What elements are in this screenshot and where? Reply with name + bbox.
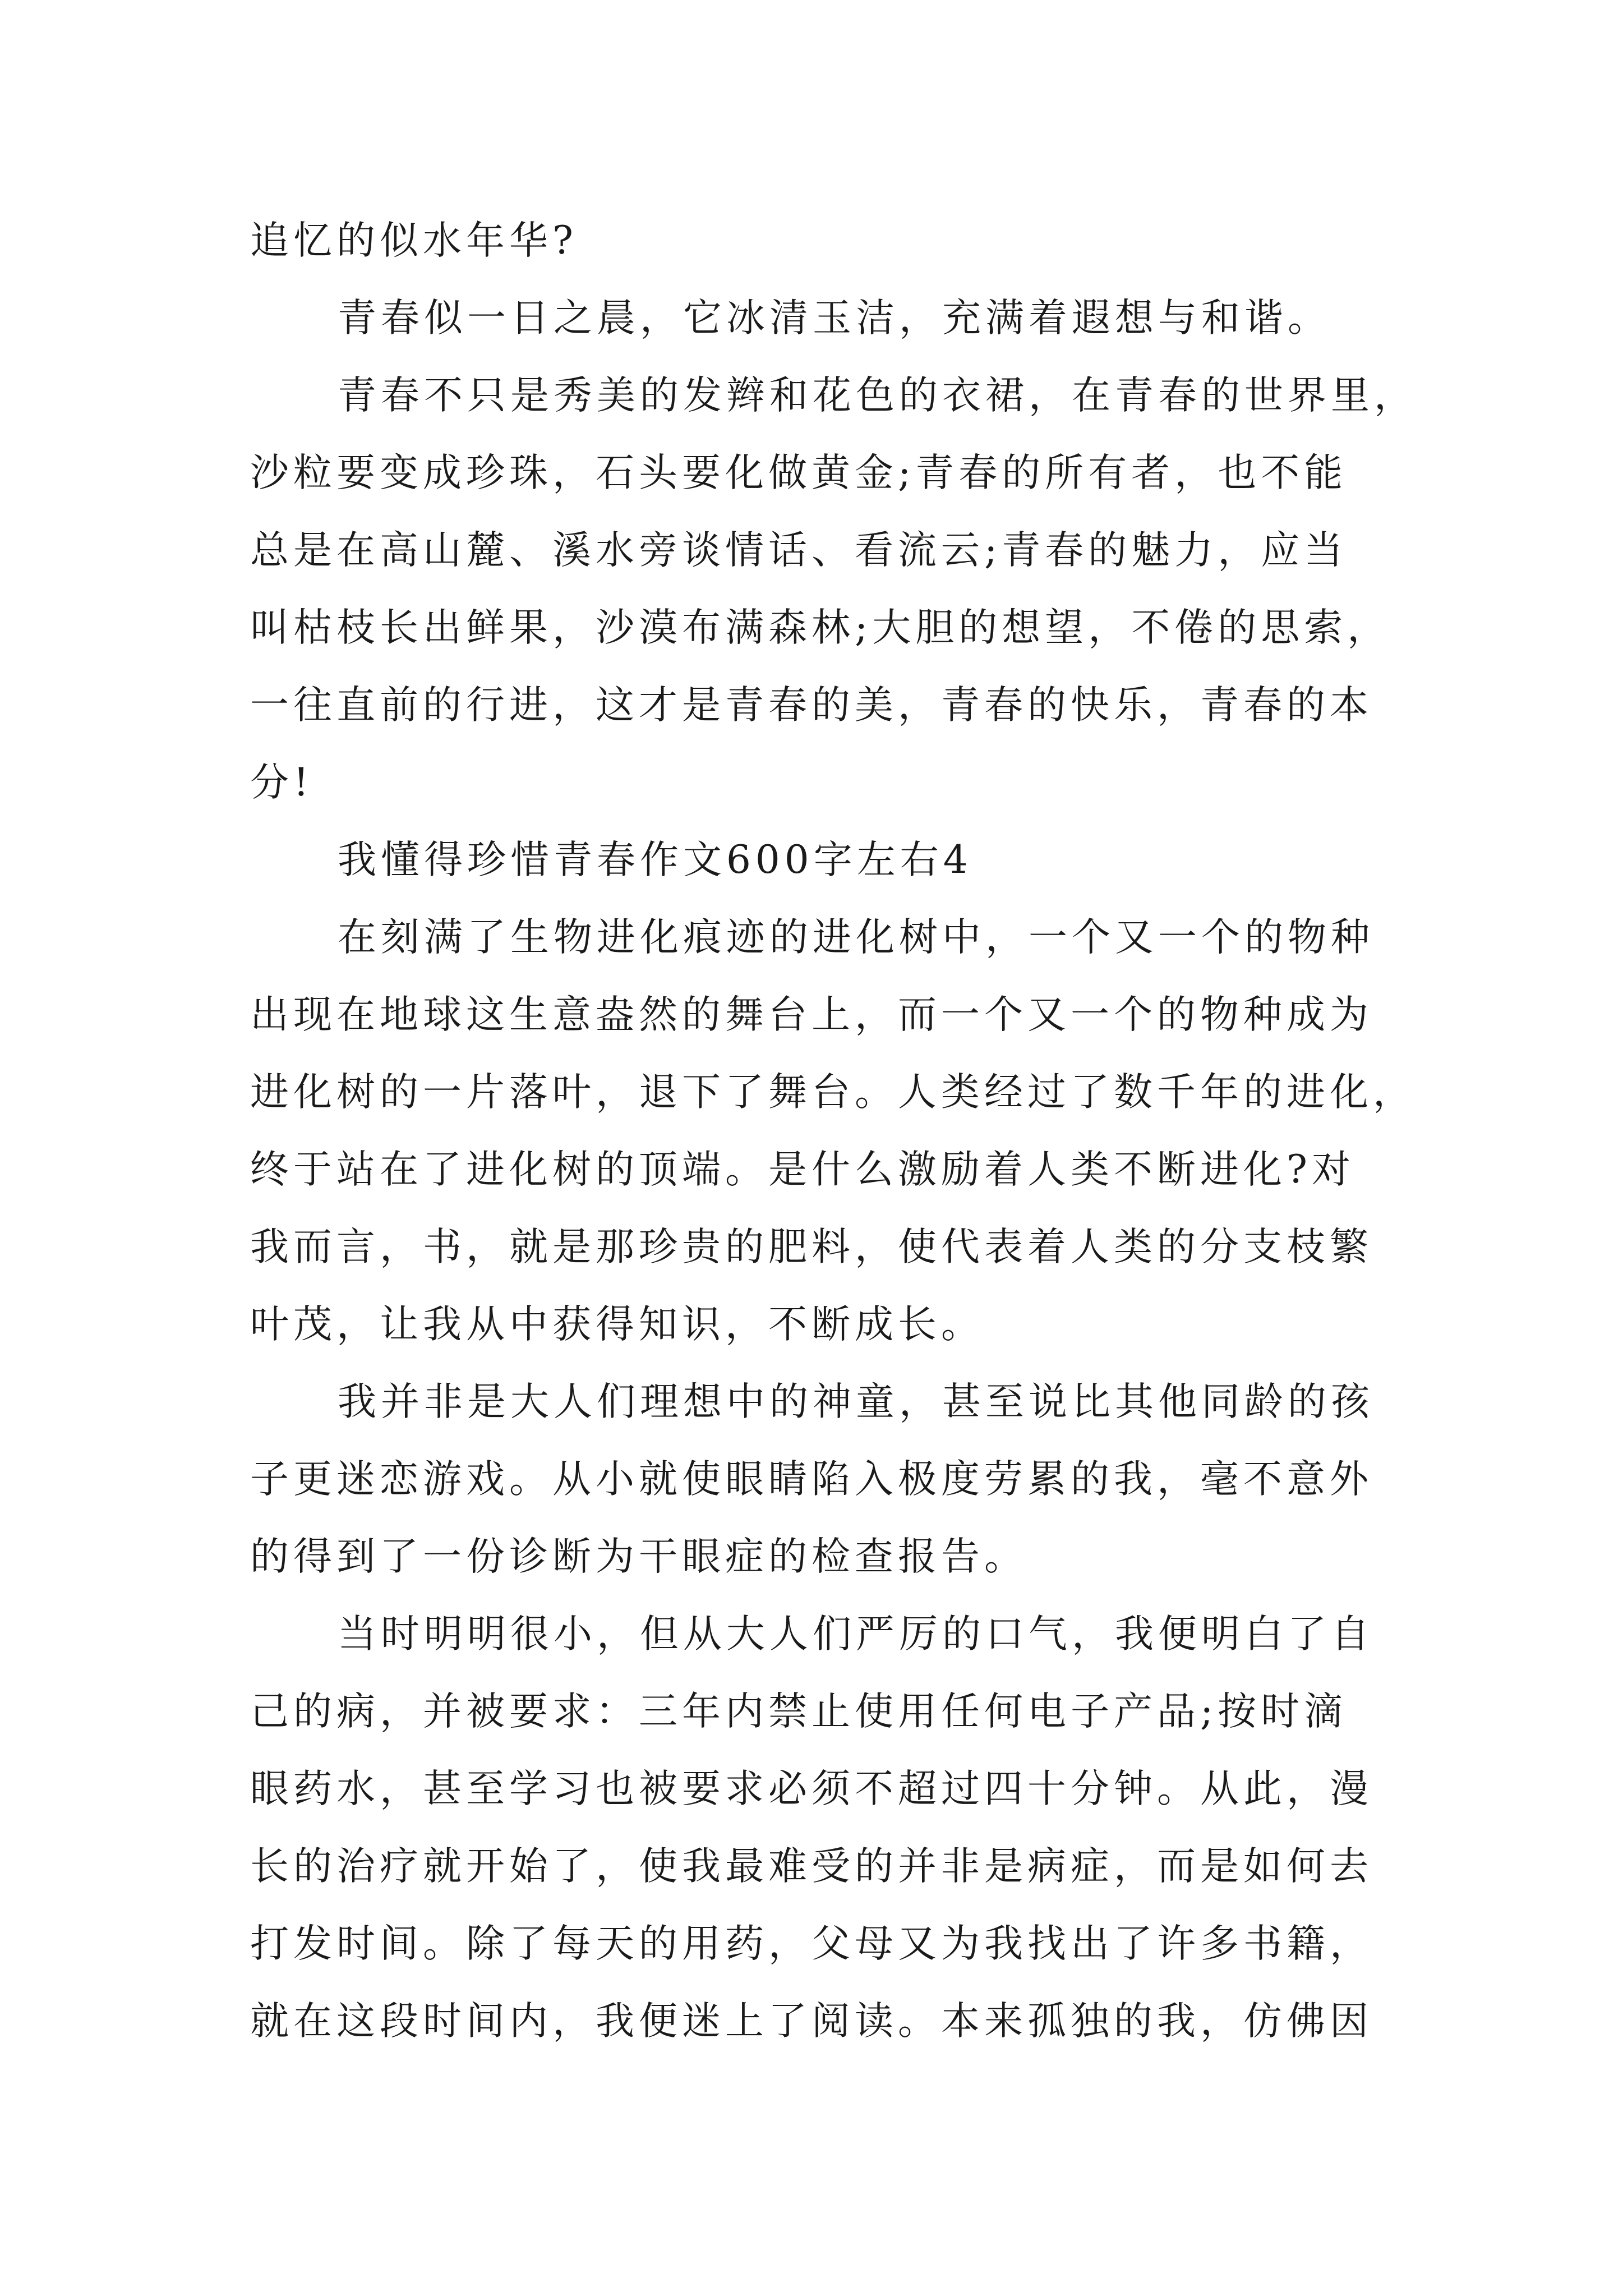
text-line: 在刻满了生物进化痕迹的进化树中，一个又一个的物种 bbox=[338, 915, 1374, 960]
text-line: 追忆的似水年华? bbox=[250, 218, 578, 263]
text-line: 进化树的一片落叶，退下了舞台。人类经过了数千年的进化， bbox=[250, 1070, 1416, 1115]
text-line: 打发时间。除了每天的用药，父母又为我找出了许多书籍， bbox=[250, 1921, 1373, 1966]
text-line: 沙粒要变成珍珠，石头要化做黄金;青春的所有者，也不能 bbox=[250, 450, 1348, 495]
text-line: 我并非是大人们理想中的神童，甚至说比其他同龄的孩 bbox=[338, 1379, 1374, 1424]
text-line: 叶茂，让我从中获得知识，不断成长。 bbox=[250, 1302, 984, 1347]
text-line: 总是在高山麓、溪水旁谈情话、看流云;青春的魅力，应当 bbox=[250, 528, 1348, 573]
text-line: 分! bbox=[250, 760, 313, 805]
text-line: 终于站在了进化树的顶端。是什么激励着人类不断进化?对 bbox=[250, 1147, 1355, 1192]
text-line: 青春似一日之晨，它冰清玉洁，充满着遐想与和谐。 bbox=[338, 296, 1331, 341]
text-line: 长的治疗就开始了，使我最难受的并非是病症，而是如何去 bbox=[250, 1844, 1373, 1889]
text-line: 子更迷恋游戏。从小就使眼睛陷入极度劳累的我，毫不意外 bbox=[250, 1457, 1373, 1502]
text-line: 一往直前的行进，这才是青春的美，青春的快乐，青春的本 bbox=[250, 683, 1373, 728]
text-line: 叫枯枝长出鲜果，沙漠布满森林;大胆的想望，不倦的思索， bbox=[250, 605, 1391, 650]
text-line: 己的病，并被要求：三年内禁止使用任何电子产品;按时滴 bbox=[250, 1689, 1348, 1734]
text-line: 就在这段时间内，我便迷上了阅读。本来孤独的我，仿佛因 bbox=[250, 1999, 1373, 2044]
text-line: 当时明明很小，但从大人们严厉的口气，我便明白了自 bbox=[338, 1612, 1374, 1657]
text-line: 出现在地球这生意盎然的舞台上，而一个又一个的物种成为 bbox=[250, 992, 1373, 1037]
text-line: 青春不只是秀美的发辫和花色的衣裙，在青春的世界里， bbox=[338, 373, 1417, 418]
text-line: 眼药水，甚至学习也被要求必须不超过四十分钟。从此，漫 bbox=[250, 1766, 1373, 1811]
text-line: 我而言，书，就是那珍贵的肥料，使代表着人类的分支枝繁 bbox=[250, 1225, 1373, 1269]
section-heading: 我懂得珍惜青春作文600字左右4 bbox=[338, 838, 972, 882]
text-line: 的得到了一份诊断为干眼症的检查报告。 bbox=[250, 1534, 1027, 1579]
